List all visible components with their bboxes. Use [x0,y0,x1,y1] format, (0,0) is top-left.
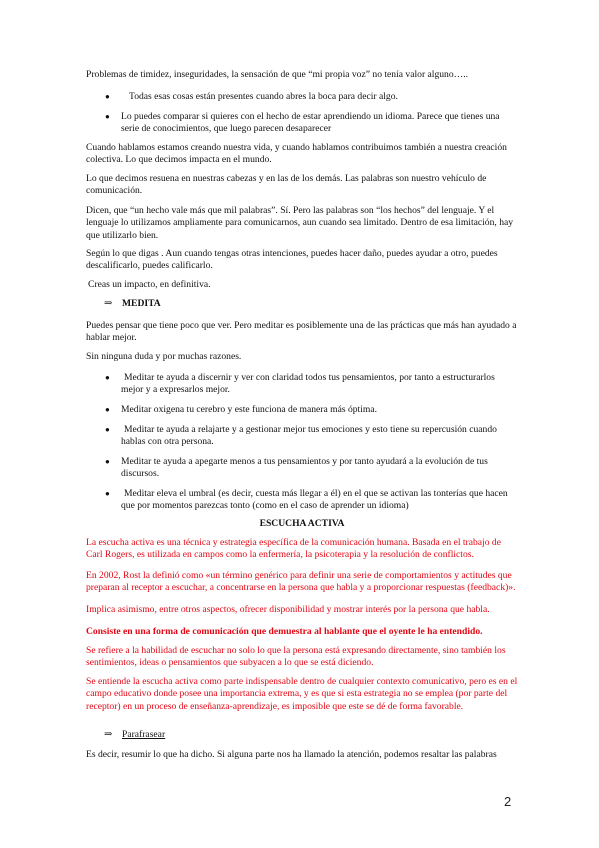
bullet-item: Meditar te ayuda a apegarte menos a tus pensamientos y por tanto ayudará a la evolución de tus discursos. [121,456,488,480]
bullet-icon: ● [105,373,110,382]
highlight-paragraph: Se entiende la escucha activa como parte indispensable dentro de cualquier contexto comunicativo, pero es en el campo educativo donde posee una importancia extrema, y es que si esta estrategia no se emplea (por parte del receptor) en un proceso de enseñanza-aprendizaje, es imposible que este se dé de forma favorable. [86,676,518,712]
paragraph: Sin ninguna duda y por muchas razones. [86,351,242,362]
paragraph: Cuando hablamos estamos creando nuestra vida, y cuando hablamos contribuimos también a nuestra creación colectiva. Lo que decimos impacta en el mundo. [86,142,507,166]
paragraph: Puedes pensar que tiene poco que ver. Pero meditar es posiblemente una de las prácticas que más han ayudado a hablar mejor. [86,320,517,344]
highlight-paragraph: La escucha activa es una técnica y estrategia específica de la comunicación humana. Basada en el trabajo de Carl Rogers, es utilizada en campos como la enfermería, la psicoterapia y la resolución de conflictos. [86,537,501,561]
paragraph: Creas un impacto, en definitiva. [88,279,211,290]
page-number: 2 [504,794,512,809]
paragraph: Es decir, resumir lo que ha dicho. Si alguna parte nos ha llamado la atención, podemos resaltar las palabras [86,749,497,760]
bullet-icon: ● [105,92,110,101]
bullet-icon: ● [105,457,110,466]
arrow-icon: ⇒ [104,298,113,309]
section-heading-escucha-activa: ESCUCHA ACTIVA [259,518,345,529]
bullet-item: Meditar te ayuda a relajarte y a gestionar mejor tus emociones y esto tiene su repercusión cuando hablas con otra persona. [121,424,497,448]
bullet-icon: ● [105,405,110,414]
highlight-paragraph: Implica asimismo, entre otros aspectos, ofrecer disponibilidad y mostrar interés por la persona que habla. [86,604,490,615]
highlight-paragraph: En 2002, Rost la definió como «un término genérico para definir una serie de comportamientos y actitudes que preparan al receptor a escuchar, a concentrarse en la persona que habla y a proporcionar respuestas (feedback)». [86,570,516,594]
section-heading-medita: MEDITA [122,298,161,309]
bullet-item: Meditar eleva el umbral (es decir, cuesta más llegar a él) en el que se activan las tonterías que hacen que por momentos parezcas tonto (como en el caso de aprender un idioma) [121,488,508,512]
bullet-icon: ● [105,489,110,498]
paragraph: Lo que decimos resuena en nuestras cabezas y en las de los demás. Las palabras son nuestro vehículo de comunicación. [86,173,487,197]
bullet-item: Todas esas cosas están presentes cuando abres la boca para decir algo. [129,91,398,102]
intro-line: Problemas de timidez, inseguridades, la sensación de que “mi propia voz” no tenía valor alguno….. [86,69,469,80]
arrow-icon: ⇒ [104,729,113,740]
highlight-key-sentence: Consiste en una forma de comunicación que demuestra al hablante que el oyente le ha entendido. [86,626,483,637]
section-heading-parafrasear: Parafrasear [122,729,166,740]
bullet-item: Meditar oxigena tu cerebro y este funciona de manera más óptima. [121,404,378,415]
paragraph: Según lo que digas . Aun cuando tengas otras intenciones, puedes hacer daño, puedes ayudar a otro, puedes descalificarlo, puedes calificarlo. [86,248,498,272]
bullet-icon: ● [105,425,110,434]
bullet-item: Lo puedes comparar si quieres con el hecho de estar aprendiendo un idioma. Parece que tienes una serie de conocimientos, que luego parecen desaparecer [121,111,500,135]
paragraph: Dicen, que “un hecho vale más que mil palabras”. Sí. Pero las palabras son “los hechos” del lenguaje. Y el lenguaje lo utilizamos ampliamente para comunicarnos, aun cuando sea limitado. Dentro de esa limitación, hay que utilizarlo bien. [86,205,514,241]
highlight-paragraph: Se refiere a la habilidad de escuchar no solo lo que la persona está expresando directamente, sino también los sentimientos, ideas o pensamientos que subyacen a lo que se está diciendo. [86,645,506,669]
bullet-item: Meditar te ayuda a discernir y ver con claridad todos tus pensamientos, por tanto a estructurarlos mejor y a expresarlos mejor. [121,372,495,396]
bullet-icon: ● [105,112,110,121]
